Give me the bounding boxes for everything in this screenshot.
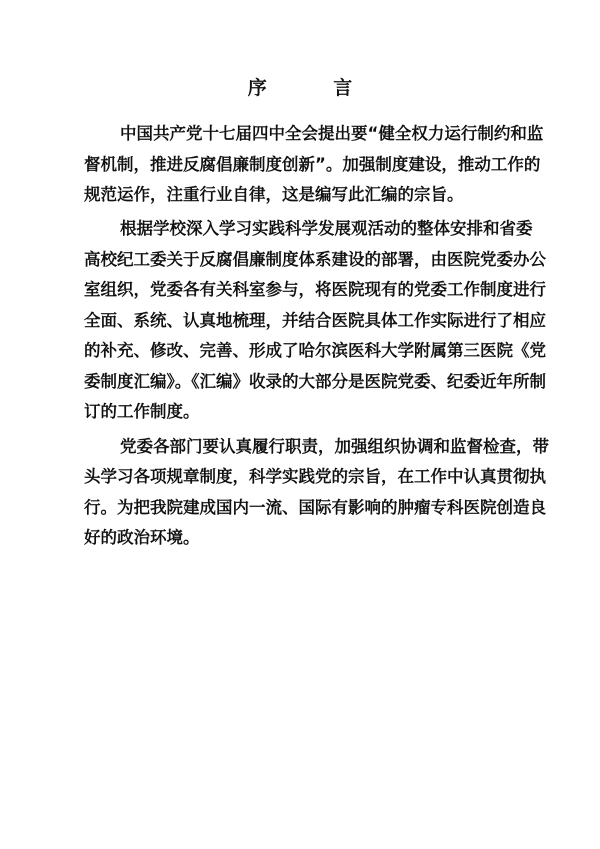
paragraph-3-line-1: 党委各部门要认真履行职责，加强组织协调和监督检查，带 [120, 437, 549, 456]
paragraph-1-line-2: 督机制，推进反腐倡廉制度创新”。加强制度建设，推动工作的 [84, 155, 541, 174]
paragraph-2-line-7: 订的工作制度。 [84, 402, 200, 421]
paragraph-3-line-3: 行。为把我院建成国内一流、国际有影响的肿瘤专科医院创造良 [84, 498, 546, 517]
paragraph-2-line-3: 室组织，党委各有关科室参与，将医院现有的党委工作制度进行 [84, 280, 546, 299]
paragraph-1-line-1: 中国共产党十七届四中全会提出要“健全权力运行制约和监 [120, 124, 544, 143]
paragraph-3-line-2: 头学习各项规章制度，科学实践党的宗旨，在工作中认真贯彻执 [84, 467, 546, 486]
paragraph-2-line-1: 根据学校深入学习实践科学发展观活动的整体安排和省委 [120, 219, 533, 238]
paragraph-2-line-6: 委制度汇编》。《汇编》收录的大部分是医院党委、纪委近年所制 [84, 372, 546, 391]
paragraph-3-line-4: 好的政治环境。 [84, 528, 200, 547]
paragraph-2-line-5: 的补充、修改、完善、形成了哈尔滨医科大学附属第三医院《党 [84, 341, 546, 360]
paragraph-2-line-4: 全面、系统、认真地梳理，并结合医院具体工作实际进行了相应 [84, 311, 546, 330]
paragraph-1-line-3: 规范运作，注重行业自律，这是编写此汇编的宗旨。 [84, 185, 464, 204]
paragraph-2-line-2: 高校纪工委关于反腐倡廉制度体系建设的部署，由医院党委办公 [84, 250, 546, 269]
page-title: 序 言 [247, 77, 383, 99]
